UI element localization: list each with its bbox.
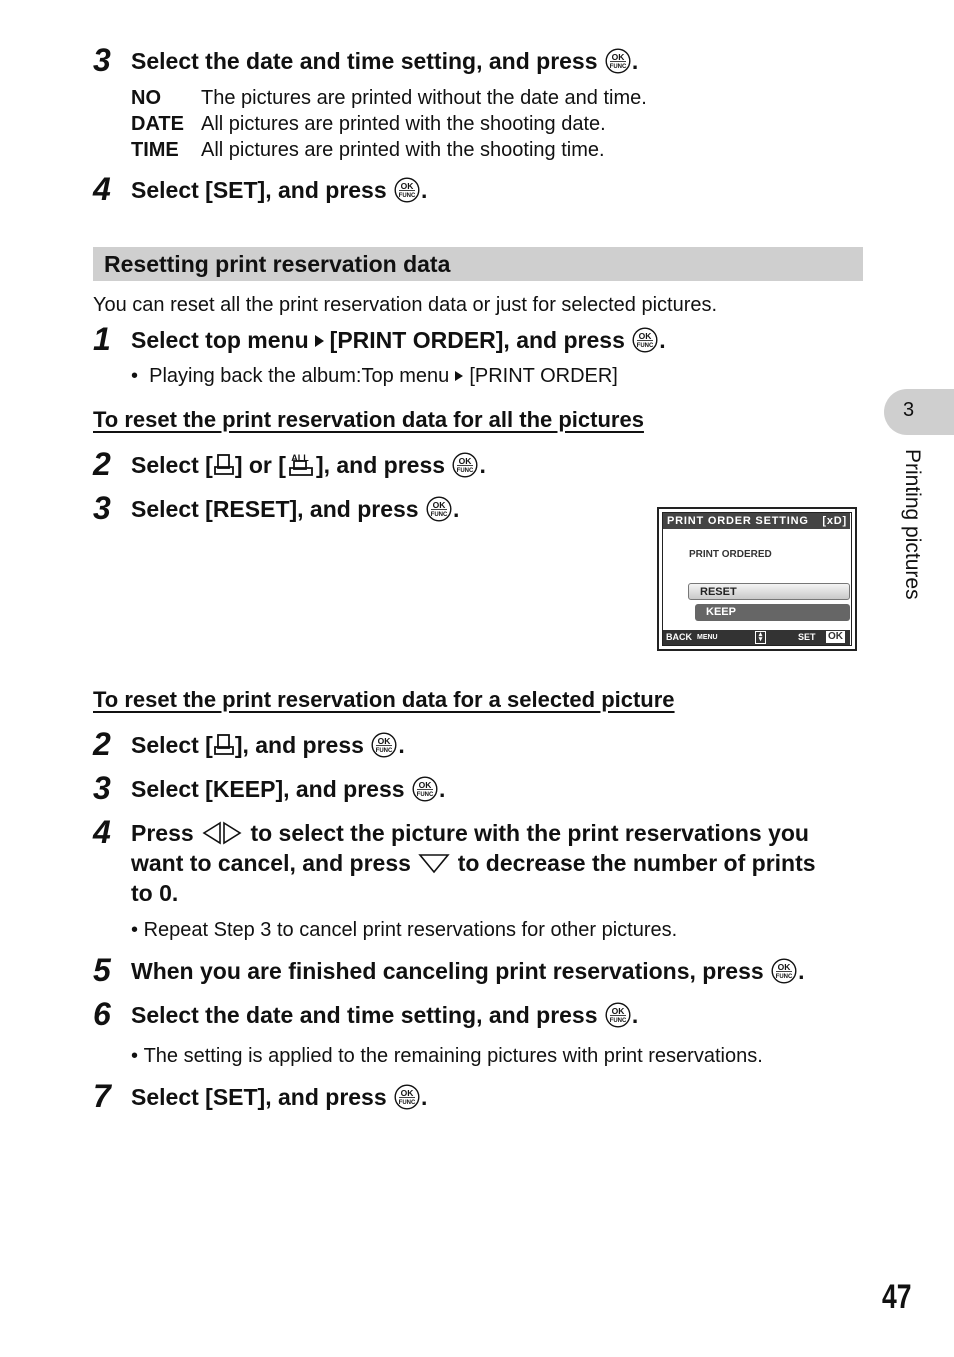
chapter-tab	[884, 389, 954, 435]
ok-func-button-icon	[771, 958, 797, 984]
step-label: ] or [	[234, 452, 286, 478]
card-indicator: [xD]	[822, 515, 847, 527]
step-label: Select the date and time setting, and press	[131, 48, 598, 74]
ok-label: OK	[828, 631, 843, 642]
bullet-text: Playing back the album:Top menu	[149, 365, 450, 387]
bullet-note: • Repeat Step 3 to cancel print reservations for other pictures.	[131, 919, 678, 941]
step-label: want to cancel, and press	[131, 850, 411, 876]
step-label: Select the date and time setting, and press	[131, 1002, 598, 1028]
step-number: 2	[93, 446, 111, 482]
step-label: Select [SET], and press	[131, 1084, 387, 1110]
bullet-note: • Playing back the album:Top menu [PRINT ORDER]	[131, 365, 618, 387]
chapter-label-text: Printing pictures	[901, 449, 924, 600]
ok-func-button-icon	[394, 177, 420, 203]
camera-screen-illustration	[657, 507, 857, 651]
single-print-icon	[213, 732, 235, 758]
set-label: SET	[798, 632, 816, 642]
step-7-text: Select [SET], and press .	[131, 1084, 428, 1110]
step-number: 3	[93, 770, 111, 806]
option-term: DATE	[131, 113, 184, 135]
step-label: to select the picture with the print reservations you	[250, 820, 809, 846]
step-label: [PRINT ORDER], and press	[329, 327, 625, 353]
menu-label: MENU	[697, 634, 718, 641]
bullet-text: The setting is applied to the remaining pictures with print reservations.	[143, 1045, 763, 1067]
bullet-text: [PRINT ORDER]	[469, 365, 618, 387]
page-number: 47	[882, 1278, 912, 1316]
step-label: ], and press	[234, 732, 364, 758]
screen-title: PRINT ORDER SETTING	[667, 515, 809, 527]
step-label: to decrease the number of prints	[457, 850, 816, 876]
step-label: When you are finished canceling print reservations, press	[131, 958, 764, 984]
step-3-text: Select the date and time setting, and press .	[131, 48, 639, 74]
step-number: 5	[93, 952, 111, 988]
ok-func-button-icon	[371, 732, 397, 758]
up-down-icon: ▴ ▾	[755, 631, 766, 644]
subheading-all-pictures: To reset the print reservation data for all the pictures	[93, 407, 644, 432]
option-desc: The pictures are printed without the date and time.	[201, 87, 647, 109]
arrow-right-icon	[455, 371, 463, 381]
screen-frame	[662, 512, 852, 646]
step-label: Select [	[131, 452, 213, 478]
section-intro: You can reset all the print reservation data or just for selected pictures.	[93, 294, 718, 316]
ok-func-button-icon	[605, 48, 631, 74]
section-header	[93, 247, 863, 281]
step-label: Select [RESET], and press	[131, 496, 419, 522]
step-4-text: Select [SET], and press .	[131, 177, 428, 203]
section-title: Resetting print reservation data	[104, 251, 451, 277]
step-3-text: Select [RESET], and press .	[131, 496, 460, 522]
step-label: Select [	[131, 732, 213, 758]
ok-func-button-icon	[605, 1002, 631, 1028]
menu-option-reset[interactable]: RESET	[688, 583, 850, 600]
step-5-text: When you are finished canceling print reservations, press .	[131, 958, 805, 984]
step-number: 1	[93, 321, 111, 357]
option-desc: All pictures are printed with the shooting date.	[201, 113, 606, 135]
subheading-selected-picture: To reset the print reservation data for a selected picture	[93, 687, 675, 712]
step-number: 7	[93, 1078, 111, 1114]
step-label: Select top menu	[131, 327, 309, 353]
option-term: NO	[131, 87, 161, 109]
step-number: 3	[93, 42, 111, 78]
left-right-arrow-icon	[200, 820, 244, 846]
step-label: Select [KEEP], and press	[131, 776, 405, 802]
chapter-label	[898, 449, 928, 629]
option-desc: All pictures are printed with the shooting time.	[201, 139, 605, 161]
menu-option-keep[interactable]: KEEP	[695, 604, 850, 621]
step-4-line2	[131, 848, 816, 878]
step-2-text: Select [ ], and press .	[131, 732, 405, 758]
step-1-text: Select top menu [PRINT ORDER], and press .	[131, 327, 666, 353]
chapter-number: 3	[903, 399, 915, 421]
step-6-text: Select the date and time setting, and press .	[131, 1002, 639, 1028]
step-number: 3	[93, 490, 111, 526]
step-4-line3: to 0.	[131, 880, 179, 906]
step-3-text: Select [KEEP], and press .	[131, 776, 446, 802]
step-label: Select [SET], and press	[131, 177, 387, 203]
single-print-icon	[213, 452, 235, 478]
arrow-right-icon	[315, 335, 324, 347]
down-arrow-icon	[417, 850, 451, 876]
step-number: 2	[93, 726, 111, 762]
all-print-icon	[286, 452, 316, 478]
step-4-line1	[131, 818, 809, 848]
step-label: ], and press	[315, 452, 446, 478]
bullet-note: • The setting is applied to the remaining pictures with print reservations.	[131, 1045, 763, 1067]
screen-subtitle: PRINT ORDERED	[689, 549, 772, 560]
back-label: BACK	[666, 632, 692, 642]
ok-func-button-icon	[412, 776, 438, 802]
ok-func-button-icon	[632, 327, 658, 353]
option-term: TIME	[131, 139, 179, 161]
screen-title-bar	[663, 513, 850, 529]
step-label: Press	[131, 820, 194, 846]
step-number: 6	[93, 996, 111, 1032]
bullet-text: Repeat Step 3 to cancel print reservations for other pictures.	[143, 919, 678, 941]
ok-func-button-icon	[452, 452, 478, 478]
step-number: 4	[93, 171, 111, 207]
screen-footer	[663, 630, 850, 645]
ok-func-button-icon	[394, 1084, 420, 1110]
ok-func-button-icon	[426, 496, 452, 522]
step-2-text: Select [ ] or [ ], and press .	[131, 452, 486, 478]
step-number: 4	[93, 814, 111, 850]
